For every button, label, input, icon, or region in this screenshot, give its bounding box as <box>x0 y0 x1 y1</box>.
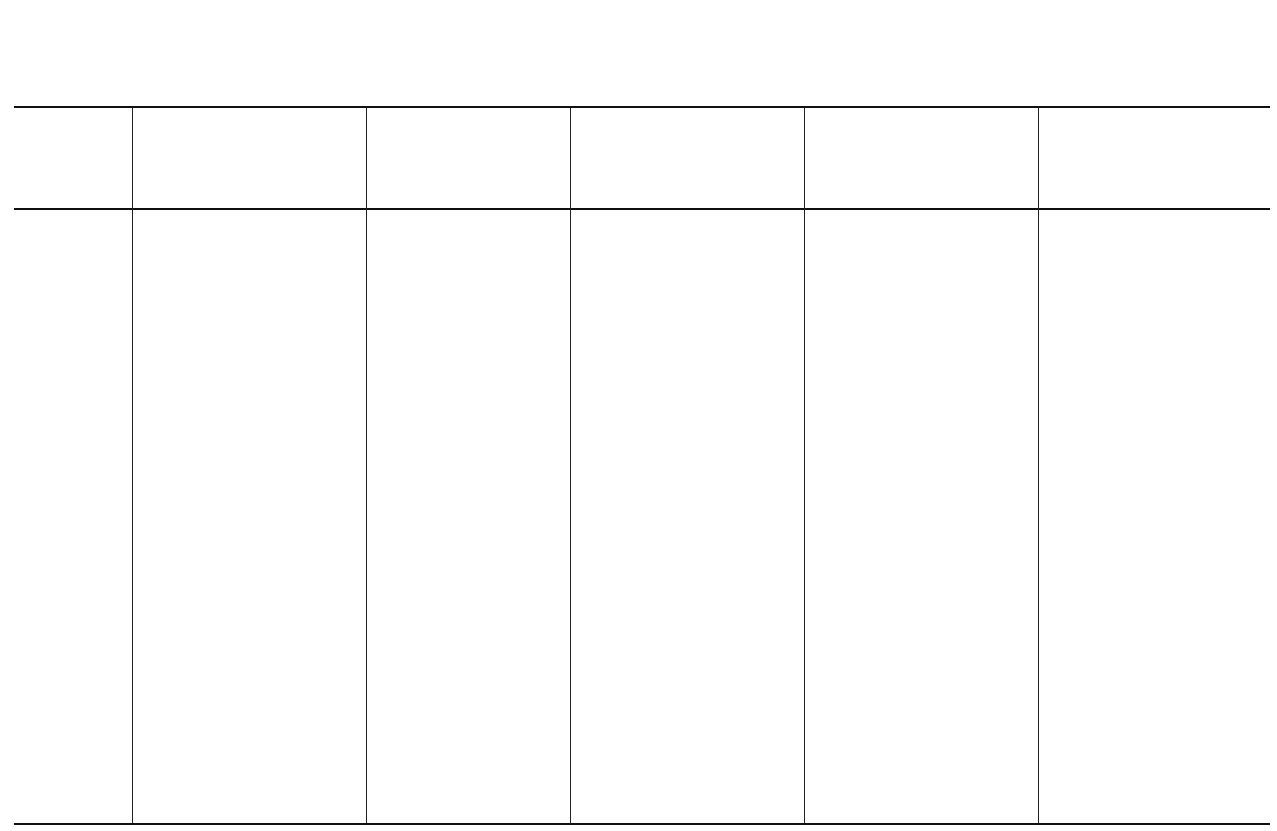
table-title <box>0 4 1277 37</box>
column-divider <box>1038 108 1039 823</box>
column-divider <box>366 108 367 823</box>
column-divider <box>132 108 133 823</box>
header-rule <box>14 208 1270 210</box>
column-divider <box>804 108 805 823</box>
table-bottom-rule <box>14 823 1270 825</box>
column-divider <box>570 108 571 823</box>
table-top-rule <box>14 106 1270 108</box>
